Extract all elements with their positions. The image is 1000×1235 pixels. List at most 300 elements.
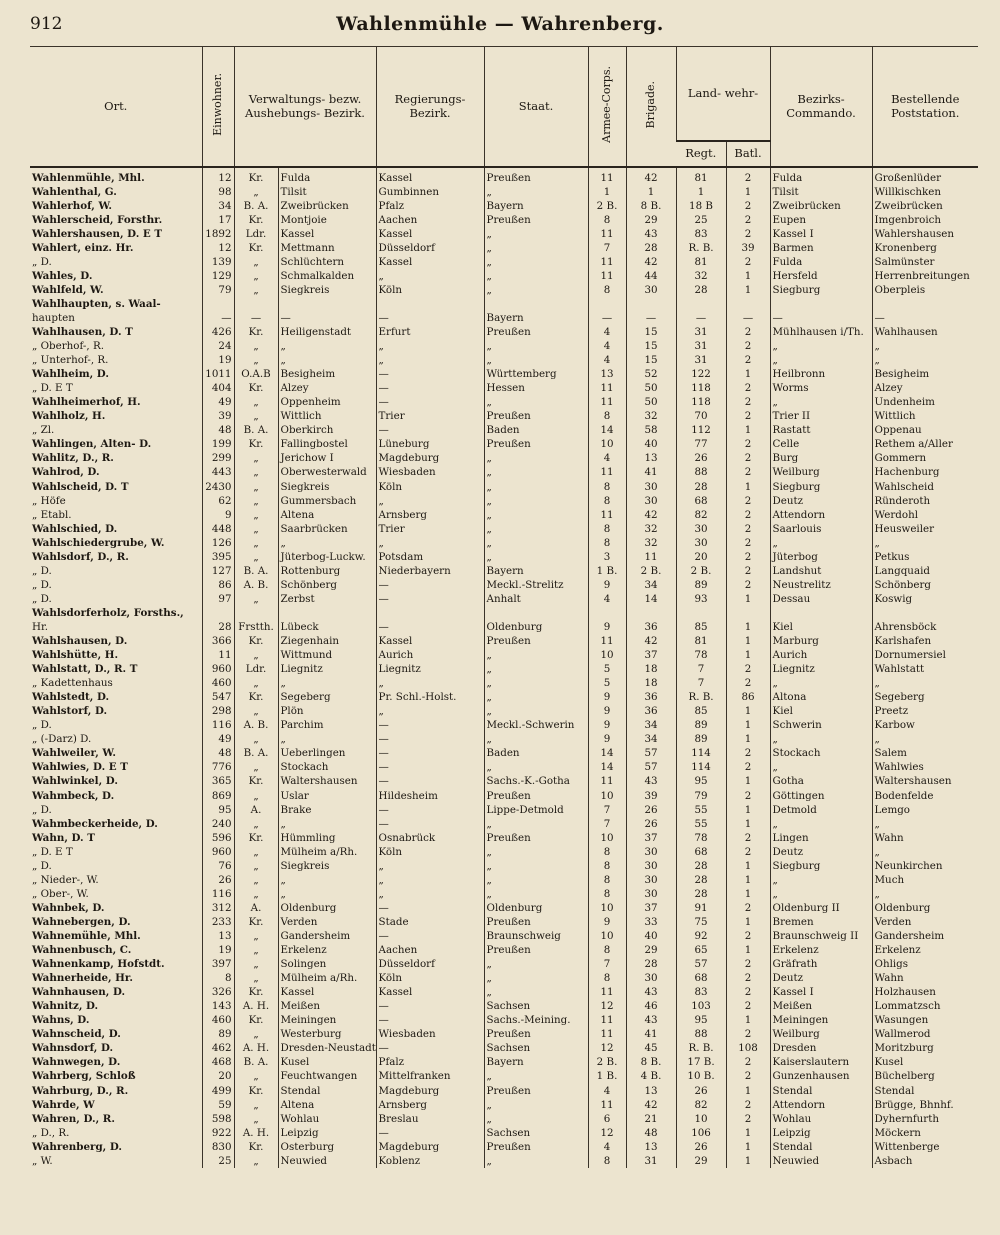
inhabitants-cell: 448 (202, 522, 234, 536)
brigade-cell: 18 (626, 676, 676, 690)
landwehr-regiment-cell: 28 (676, 479, 726, 493)
brigade-cell: 30 (626, 887, 676, 901)
administrative-district-cell: Ziegenhain (278, 634, 376, 648)
landwehr-battalion-cell: 2 (726, 789, 770, 803)
government-district-cell: Magdeburg (376, 1140, 484, 1154)
administrative-district-cell (278, 297, 376, 311)
table-row (30, 859, 978, 873)
table-row (30, 1041, 978, 1055)
army-corps-cell: 8 (588, 859, 626, 873)
government-district-cell: Kassel (376, 167, 484, 185)
district-command-cell: Meiningen (770, 1013, 872, 1027)
army-corps-cell: 1 B. (588, 1069, 626, 1083)
table-row (30, 901, 978, 915)
inhabitants-cell: 97 (202, 592, 234, 606)
district-type-cell: „ (234, 929, 278, 943)
place-name-cell: Wahlstedt, D. (32, 691, 110, 704)
landwehr-battalion-cell: 2 (726, 167, 770, 185)
army-corps-cell: — (588, 311, 626, 325)
post-station-cell: Großenlüder (872, 167, 978, 185)
table-row (30, 213, 978, 227)
administrative-district-cell: Segeberg (278, 690, 376, 704)
district-command-cell: Siegburg (770, 479, 872, 493)
inhabitants-cell: 126 (202, 536, 234, 550)
administrative-district-cell: Schönberg (278, 578, 376, 592)
district-type-cell: Kr. (234, 690, 278, 704)
landwehr-battalion-cell: 2 (726, 1098, 770, 1112)
table-row (30, 845, 978, 859)
district-command-cell: „ (770, 732, 872, 746)
post-station-cell: Wahlwies (872, 760, 978, 774)
table-row (30, 648, 978, 662)
state-cell: Preußen (484, 1140, 588, 1154)
state-cell: „ (484, 536, 588, 550)
state-cell: „ (484, 550, 588, 564)
district-type-cell: „ (234, 451, 278, 465)
state-cell: Preußen (484, 831, 588, 845)
administrative-district-cell: „ (278, 887, 376, 901)
brigade-cell: 8 B. (626, 1055, 676, 1069)
administrative-district-cell: „ (278, 873, 376, 887)
place-name-cell: „ D. (32, 578, 52, 591)
administrative-district-cell: Solingen (278, 957, 376, 971)
army-corps-cell: 11 (588, 227, 626, 241)
post-station-cell (872, 297, 978, 311)
administrative-district-cell: — (278, 311, 376, 325)
place-name-cell: „ D. (32, 592, 52, 605)
post-station-cell: Oberpleis (872, 283, 978, 297)
place-name-cell: Wahnhausen, D. (32, 986, 126, 999)
landwehr-regiment-cell: 93 (676, 592, 726, 606)
landwehr-battalion-cell: 2 (726, 213, 770, 227)
army-corps-cell: 4 (588, 339, 626, 353)
landwehr-battalion-cell: 2 (726, 508, 770, 522)
district-command-cell: Celle (770, 437, 872, 451)
state-cell: „ (484, 1069, 588, 1083)
brigade-cell: 28 (626, 241, 676, 255)
post-station-cell: Alzey (872, 381, 978, 395)
district-type-cell: „ (234, 859, 278, 873)
district-command-cell: — (770, 311, 872, 325)
government-district-cell: Trier (376, 409, 484, 423)
government-district-cell: Köln (376, 845, 484, 859)
post-station-cell: Wasungen (872, 1013, 978, 1027)
brigade-cell: 36 (626, 704, 676, 718)
state-cell: Meckl.-Strelitz (484, 578, 588, 592)
place-name-cell: Wahlshütte, H. (32, 649, 119, 662)
state-cell: „ (484, 887, 588, 901)
landwehr-battalion-cell: 1 (726, 269, 770, 283)
government-district-cell: Kassel (376, 634, 484, 648)
place-name-cell: Wahnitz, D. (32, 1000, 99, 1013)
table-row (30, 887, 978, 901)
inhabitants-cell: 86 (202, 578, 234, 592)
post-station-cell: „ (872, 817, 978, 831)
army-corps-cell: 11 (588, 167, 626, 185)
administrative-district-cell: Plön (278, 704, 376, 718)
table-row (30, 704, 978, 718)
place-name-cell: „ Nieder-, W. (32, 873, 99, 886)
brigade-cell: 46 (626, 999, 676, 1013)
landwehr-regiment-cell: 28 (676, 873, 726, 887)
landwehr-battalion-cell: 1 (726, 1084, 770, 1098)
inhabitants-cell: 365 (202, 774, 234, 788)
place-name-cell: „ Höfe (32, 494, 66, 507)
header-ort: Ort. (30, 47, 202, 167)
district-type-cell (234, 606, 278, 620)
district-command-cell: „ (770, 339, 872, 353)
administrative-district-cell: Uslar (278, 789, 376, 803)
government-district-cell: Magdeburg (376, 451, 484, 465)
district-type-cell: „ (234, 592, 278, 606)
inhabitants-cell: 143 (202, 999, 234, 1013)
administrative-district-cell: Westerburg (278, 1027, 376, 1041)
landwehr-regiment-cell: 89 (676, 578, 726, 592)
landwehr-battalion-cell: 1 (726, 1154, 770, 1168)
government-district-cell: Arnsberg (376, 1098, 484, 1112)
administrative-district-cell: Schmalkalden (278, 269, 376, 283)
state-cell: „ (484, 269, 588, 283)
state-cell: Preußen (484, 634, 588, 648)
army-corps-cell: 5 (588, 676, 626, 690)
administrative-district-cell: Kusel (278, 1055, 376, 1069)
inhabitants-cell: 116 (202, 718, 234, 732)
brigade-cell: 29 (626, 213, 676, 227)
inhabitants-cell: 48 (202, 423, 234, 437)
place-name-cell: Wahlstatt, D., R. T (32, 663, 138, 676)
brigade-cell: 45 (626, 1041, 676, 1055)
government-district-cell: „ (376, 353, 484, 367)
district-type-cell: Kr. (234, 774, 278, 788)
landwehr-battalion-cell: 2 (726, 339, 770, 353)
post-station-cell: Ohligs (872, 957, 978, 971)
landwehr-regiment-cell: 10 B. (676, 1069, 726, 1083)
district-type-cell: „ (234, 353, 278, 367)
district-type-cell: A. B. (234, 718, 278, 732)
army-corps-cell: 10 (588, 648, 626, 662)
state-cell: „ (484, 283, 588, 297)
district-command-cell: Kassel I (770, 227, 872, 241)
army-corps-cell: 13 (588, 367, 626, 381)
post-station-cell: Büchelberg (872, 1069, 978, 1083)
district-type-cell: „ (234, 957, 278, 971)
header-landwehr: Land- wehr- (676, 47, 770, 141)
place-name-cell: Wahnbek, D. (32, 901, 105, 914)
table-row (30, 522, 978, 536)
table-row (30, 1126, 978, 1140)
landwehr-regiment-cell: 118 (676, 381, 726, 395)
post-station-cell: Petkus (872, 550, 978, 564)
post-station-cell: Kusel (872, 1055, 978, 1069)
landwehr-battalion-cell: 2 (726, 494, 770, 508)
landwehr-regiment-cell: 68 (676, 494, 726, 508)
post-station-cell: Imgenbroich (872, 213, 978, 227)
place-name-cell: Wahn, D. T (32, 831, 95, 844)
government-district-cell: Aachen (376, 943, 484, 957)
state-cell: „ (484, 185, 588, 199)
inhabitants-cell: 462 (202, 1041, 234, 1055)
brigade-cell: 13 (626, 451, 676, 465)
table-row (30, 508, 978, 522)
district-command-cell: Dessau (770, 592, 872, 606)
landwehr-regiment-cell: 26 (676, 451, 726, 465)
army-corps-cell: 10 (588, 929, 626, 943)
district-type-cell: Ldr. (234, 662, 278, 676)
inhabitants-cell: 366 (202, 634, 234, 648)
inhabitants-cell: 49 (202, 395, 234, 409)
district-command-cell: Trier II (770, 409, 872, 423)
brigade-cell: 14 (626, 592, 676, 606)
administrative-district-cell: „ (278, 353, 376, 367)
place-name-cell: „ D. (32, 803, 52, 816)
government-district-cell: „ (376, 873, 484, 887)
brigade-cell: 34 (626, 578, 676, 592)
table-row (30, 732, 978, 746)
district-command-cell: Deutz (770, 971, 872, 985)
post-station-cell: Much (872, 873, 978, 887)
district-command-cell: Fulda (770, 167, 872, 185)
district-command-cell: Kassel I (770, 985, 872, 999)
inhabitants-cell: 960 (202, 662, 234, 676)
administrative-district-cell: Dresden-Neustadt (278, 1041, 376, 1055)
administrative-district-cell: Stendal (278, 1084, 376, 1098)
post-station-cell: „ (872, 536, 978, 550)
brigade-cell: 26 (626, 817, 676, 831)
army-corps-cell: 1 B. (588, 564, 626, 578)
district-command-cell: Zweibrücken (770, 199, 872, 213)
army-corps-cell: 8 (588, 479, 626, 493)
place-name-cell: Wahrde, W (32, 1098, 95, 1111)
government-district-cell: Trier (376, 522, 484, 536)
administrative-district-cell: Heiligenstadt (278, 325, 376, 339)
administrative-district-cell: Zweibrücken (278, 199, 376, 213)
post-station-cell: Wittlich (872, 409, 978, 423)
inhabitants-cell: 460 (202, 676, 234, 690)
inhabitants-cell: 869 (202, 789, 234, 803)
brigade-cell: 21 (626, 1112, 676, 1126)
landwehr-battalion-cell: 2 (726, 199, 770, 213)
district-type-cell: „ (234, 339, 278, 353)
post-station-cell: „ (872, 676, 978, 690)
government-district-cell: — (376, 760, 484, 774)
landwehr-regiment-cell: 29 (676, 1154, 726, 1168)
post-station-cell: Waltershausen (872, 774, 978, 788)
government-district-cell: Mittelfranken (376, 1069, 484, 1083)
landwehr-battalion-cell: 1 (726, 1013, 770, 1027)
brigade-cell: 43 (626, 774, 676, 788)
administrative-district-cell: Parchim (278, 718, 376, 732)
post-station-cell: Karlshafen (872, 634, 978, 648)
place-name-cell: Wahles, D. (32, 269, 93, 282)
place-name-cell: Wahlwies, D. E T (32, 761, 128, 774)
post-station-cell: „ (872, 353, 978, 367)
district-command-cell: Attendorn (770, 508, 872, 522)
army-corps-cell: 8 (588, 971, 626, 985)
brigade-cell: 18 (626, 662, 676, 676)
landwehr-battalion-cell: 1 (726, 943, 770, 957)
header-einwohner: Einwohner. (202, 47, 234, 167)
inhabitants-cell: 960 (202, 845, 234, 859)
inhabitants-cell: 127 (202, 564, 234, 578)
government-district-cell: Kassel (376, 985, 484, 999)
brigade-cell (626, 297, 676, 311)
army-corps-cell: 10 (588, 831, 626, 845)
landwehr-battalion-cell: 2 (726, 760, 770, 774)
brigade-cell: 37 (626, 648, 676, 662)
state-cell: Sachsen (484, 1041, 588, 1055)
landwehr-battalion-cell: 39 (726, 241, 770, 255)
landwehr-regiment-cell (676, 606, 726, 620)
table-row (30, 564, 978, 578)
brigade-cell: 41 (626, 465, 676, 479)
government-district-cell: Wiesbaden (376, 1027, 484, 1041)
district-command-cell: Siegburg (770, 859, 872, 873)
administrative-district-cell: Jerichow I (278, 451, 376, 465)
district-command-cell: Kiel (770, 620, 872, 634)
place-name-cell: Wahnenbusch, C. (32, 944, 132, 957)
table-row (30, 789, 978, 803)
government-district-cell: — (376, 746, 484, 760)
place-name-cell: „ D. (32, 564, 52, 577)
army-corps-cell: 2 B. (588, 199, 626, 213)
army-corps-cell: 7 (588, 817, 626, 831)
landwehr-battalion-cell: 2 (726, 578, 770, 592)
government-district-cell: — (376, 718, 484, 732)
administrative-district-cell: Oberwesterwald (278, 465, 376, 479)
district-command-cell: Weilburg (770, 1027, 872, 1041)
brigade-cell: 33 (626, 915, 676, 929)
post-station-cell: Willkischken (872, 185, 978, 199)
brigade-cell: 39 (626, 789, 676, 803)
post-station-cell: Kronenberg (872, 241, 978, 255)
brigade-cell: 43 (626, 227, 676, 241)
inhabitants-cell: 596 (202, 831, 234, 845)
brigade-cell: 48 (626, 1126, 676, 1140)
inhabitants-cell: 20 (202, 1069, 234, 1083)
government-district-cell: Aachen (376, 213, 484, 227)
place-name-cell: haupten (32, 311, 75, 324)
state-cell (484, 606, 588, 620)
army-corps-cell: 4 (588, 451, 626, 465)
district-command-cell: Dresden (770, 1041, 872, 1055)
district-command-cell: Gräfrath (770, 957, 872, 971)
post-station-cell: Dornumersiel (872, 648, 978, 662)
administrative-district-cell: Verden (278, 915, 376, 929)
administrative-district-cell: Kassel (278, 227, 376, 241)
district-command-cell: Altona (770, 690, 872, 704)
inhabitants-cell: 28 (202, 620, 234, 634)
landwehr-battalion-cell: 2 (726, 550, 770, 564)
administrative-district-cell: „ (278, 339, 376, 353)
inhabitants-cell: 129 (202, 269, 234, 283)
landwehr-battalion-cell: 2 (726, 409, 770, 423)
district-command-cell: Gunzenhausen (770, 1069, 872, 1083)
landwehr-battalion-cell: 2 (726, 971, 770, 985)
landwehr-regiment-cell: 75 (676, 915, 726, 929)
inhabitants-cell: 426 (202, 325, 234, 339)
brigade-cell: 34 (626, 718, 676, 732)
administrative-district-cell: Ueberlingen (278, 746, 376, 760)
place-name-cell: Wahnsdorf, D. (32, 1042, 114, 1055)
table-row (30, 718, 978, 732)
place-name-cell: Wahnwegen, D. (32, 1056, 121, 1069)
landwehr-battalion-cell: 2 (726, 929, 770, 943)
post-station-cell: Wahn (872, 831, 978, 845)
landwehr-regiment-cell: 26 (676, 1140, 726, 1154)
district-type-cell: „ (234, 536, 278, 550)
place-name-cell: Wahlweiler, W. (32, 747, 116, 760)
table-row (30, 690, 978, 704)
table-row (30, 1027, 978, 1041)
landwehr-battalion-cell: 1 (726, 648, 770, 662)
brigade-cell: 42 (626, 255, 676, 269)
army-corps-cell: 7 (588, 803, 626, 817)
table-row (30, 381, 978, 395)
place-name-cell: Wahmbeck, D. (32, 789, 115, 802)
brigade-cell: 29 (626, 943, 676, 957)
table-row (30, 803, 978, 817)
army-corps-cell: 12 (588, 1126, 626, 1140)
inhabitants-cell: 62 (202, 494, 234, 508)
army-corps-cell: 1 (588, 185, 626, 199)
table-row (30, 479, 978, 493)
landwehr-regiment-cell: 95 (676, 1013, 726, 1027)
table-row (30, 311, 978, 325)
table-row (30, 774, 978, 788)
brigade-cell: 41 (626, 1027, 676, 1041)
army-corps-cell: 8 (588, 213, 626, 227)
state-cell: Sachsen (484, 1126, 588, 1140)
administrative-district-cell: Jüterbog-Luckw. (278, 550, 376, 564)
inhabitants-cell: 76 (202, 859, 234, 873)
administrative-district-cell: Schlüchtern (278, 255, 376, 269)
state-cell: „ (484, 465, 588, 479)
district-type-cell (234, 297, 278, 311)
landwehr-regiment-cell: 57 (676, 957, 726, 971)
brigade-cell: 15 (626, 353, 676, 367)
administrative-district-cell: Gummersbach (278, 494, 376, 508)
district-type-cell: „ (234, 676, 278, 690)
army-corps-cell: 11 (588, 508, 626, 522)
administrative-district-cell: Siegkreis (278, 479, 376, 493)
administrative-district-cell: Feuchtwangen (278, 1069, 376, 1083)
district-type-cell: B. A. (234, 1055, 278, 1069)
district-command-cell: Neustrelitz (770, 578, 872, 592)
table-row (30, 227, 978, 241)
table-row (30, 760, 978, 774)
army-corps-cell: 8 (588, 522, 626, 536)
place-name-cell: Wahlerhof, W. (32, 199, 112, 212)
army-corps-cell: 7 (588, 241, 626, 255)
place-name-cell: Wahlingen, Alten- D. (32, 438, 152, 451)
landwehr-battalion-cell: 2 (726, 325, 770, 339)
administrative-district-cell: Oberkirch (278, 423, 376, 437)
state-cell: Bayern (484, 564, 588, 578)
army-corps-cell: 8 (588, 536, 626, 550)
army-corps-cell: 11 (588, 381, 626, 395)
table-row (30, 634, 978, 648)
table-row (30, 437, 978, 451)
district-command-cell: Oldenburg II (770, 901, 872, 915)
administrative-district-cell: Altena (278, 1098, 376, 1112)
post-station-cell: Holzhausen (872, 985, 978, 999)
district-command-cell: Siegburg (770, 283, 872, 297)
district-type-cell: A. (234, 803, 278, 817)
landwehr-regiment-cell: 122 (676, 367, 726, 381)
header-poststation: Bestellende Poststation. (872, 47, 978, 167)
post-station-cell: Oldenburg (872, 901, 978, 915)
post-station-cell: Lommatzsch (872, 999, 978, 1013)
